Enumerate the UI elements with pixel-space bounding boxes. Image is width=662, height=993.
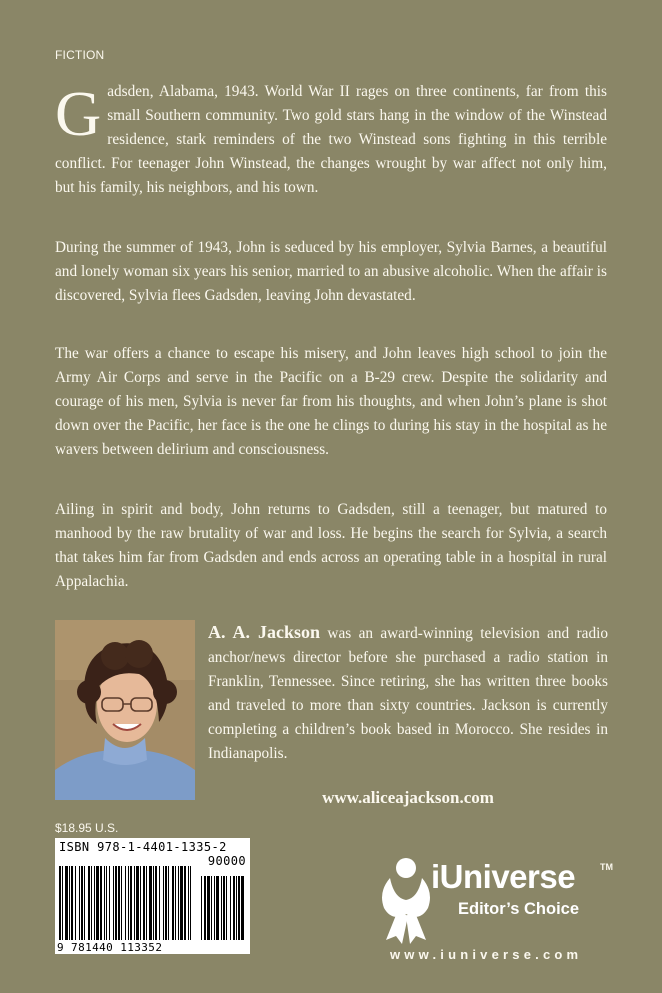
price-addon-code: 90000	[207, 854, 246, 868]
blurb-paragraph-1	[55, 80, 607, 200]
author-photo	[55, 620, 195, 800]
barcode-bars	[59, 866, 246, 946]
ean-digits: 9 781440 113352	[57, 941, 163, 954]
trademark-mark: TM	[600, 862, 613, 872]
author-name: A. A. Jackson	[208, 622, 321, 642]
price-label: $18.95 U.S.	[55, 821, 119, 835]
isbn-barcode	[55, 838, 250, 954]
blurb-paragraph-4: Ailing in spirit and body, John returns to Gadsden, still a teenager, but matured to manhood by the raw brutality of war and loss. He begins the search for Sylvia, a search that takes him far from Gadsden and ends across an operating table in a hospital in rural Appalachia.	[55, 501, 607, 590]
publisher-imprint: Editor’s Choice	[458, 900, 580, 918]
iuniverse-ribbon-icon	[376, 852, 432, 944]
blurb-paragraph-1-text: adsden, Alabama, 1943. World War II rages on three continents, far from this small Southern community. Two gold stars hang in the window of the Winstead residence, stark reminders of the two Winstead sons fighting in this terrible conflict. For teenager John Winstead, the changes wrought by war affect not only him, but his family, his neighbors, and his town.	[55, 83, 607, 196]
category-label: FICTION	[55, 48, 105, 62]
publisher-logo	[376, 852, 616, 944]
author-bio-text: was an award-winning television and radio anchor/news director before she purchased a radio station in Franklin, Tennessee. Since retiring, she has written three books and traveled to more than sixty countries. Jackson is currently completing a children’s book based in Morocco. She resides in Indianapolis.	[208, 625, 608, 762]
publisher-brand: iUniverse	[431, 858, 576, 895]
author-bio	[208, 620, 608, 766]
author-website-link[interactable]: www.aliceajackson.com	[322, 788, 494, 807]
blurb-paragraph-2: During the summer of 1943, John is seduced by his employer, Sylvia Barnes, a beautiful and lonely woman six years his senior, married to an abusive alcoholic. When the affair is discovered, Sylvia flees Gadsden, leaving John devastated.	[55, 239, 607, 304]
publisher-url-link[interactable]: www.iuniverse.com	[390, 947, 583, 962]
isbn-text: ISBN 978-1-4401-1335-2	[59, 840, 227, 854]
drop-cap: G	[55, 78, 102, 149]
blurb-paragraph-3: The war offers a chance to escape his misery, and John leaves high school to join the Army Air Corps and serve in the Pacific on a B-29 crew. Despite the solidarity and courage of his men, Sylvia is never far from his thoughts, and when John’s plane is shot down over the Pacific, her face is the one he clings to during his stay in the hospital as he wavers between delirium and consciousness.	[55, 345, 607, 458]
